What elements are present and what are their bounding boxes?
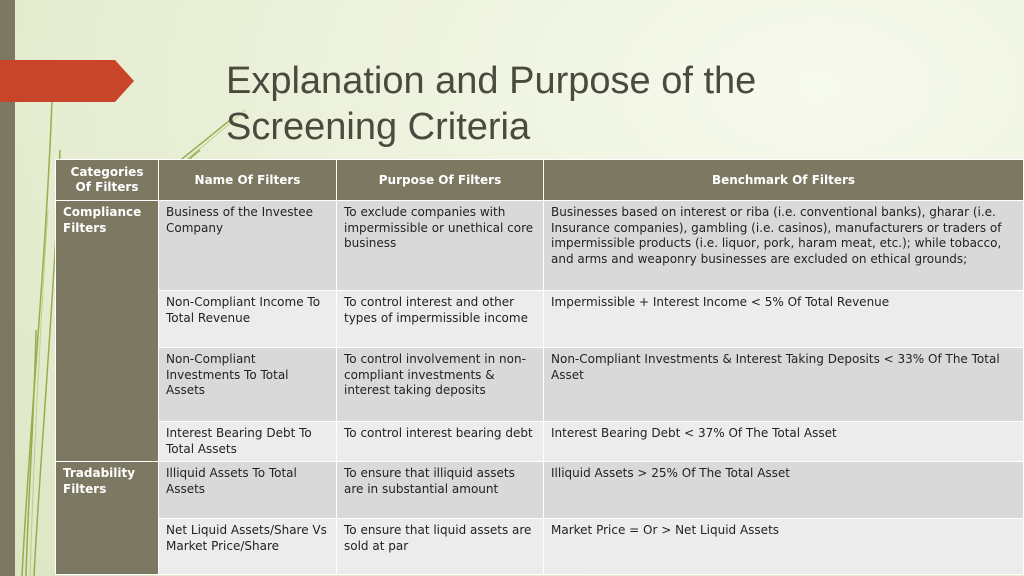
slide-title-line1: Explanation and Purpose of the	[226, 60, 757, 102]
filter-name: Net Liquid Assets/Share Vs Market Price/Share	[159, 519, 337, 575]
filter-purpose: To control involvement in non-compliant investments & interest taking deposits	[337, 348, 544, 422]
filter-benchmark: Businesses based on interest or riba (i.e. conventional banks), gharar (i.e. Insurance companies), gambling (i.e. casinos), manufacturers or traders of impermissible products (i.e. liquor, pork, haram meat, etc.); while tobacco, and arms and weaponry businesses are excluded on ethical grounds;	[544, 201, 1024, 291]
table-row	[56, 422, 1024, 462]
filter-benchmark: Illiquid Assets > 25% Of The Total Asset	[544, 462, 1024, 519]
filter-purpose: To control interest bearing debt	[337, 422, 544, 462]
table-row	[56, 348, 1024, 422]
table-row	[56, 519, 1024, 575]
filter-purpose: To control interest and other types of impermissible income	[337, 291, 544, 348]
filter-benchmark: Non-Compliant Investments & Interest Taking Deposits < 33% Of The Total Asset	[544, 348, 1024, 422]
category-compliance: Compliance Filters	[56, 201, 159, 462]
filter-purpose: To ensure that illiquid assets are in substantial amount	[337, 462, 544, 519]
slide-title-line2: Screening Criteria	[226, 106, 531, 148]
filter-name: Interest Bearing Debt To Total Assets	[159, 422, 337, 462]
filter-name: Non-Compliant Investments To Total Assets	[159, 348, 337, 422]
filter-benchmark: Impermissible + Interest Income < 5% Of Total Revenue	[544, 291, 1024, 348]
table-row	[56, 462, 1024, 519]
table-row	[56, 201, 1024, 291]
filter-benchmark: Market Price = Or > Net Liquid Assets	[544, 519, 1024, 575]
category-tradability: Tradability Filters	[56, 462, 159, 575]
header-name: Name Of Filters	[159, 160, 337, 201]
filter-purpose: To exclude companies with impermissible or unethical core business	[337, 201, 544, 291]
table-header-row	[56, 160, 1024, 201]
filter-name: Illiquid Assets To Total Assets	[159, 462, 337, 519]
table-row	[56, 291, 1024, 348]
filter-name: Non-Compliant Income To Total Revenue	[159, 291, 337, 348]
filter-purpose: To ensure that liquid assets are sold at par	[337, 519, 544, 575]
filter-name: Business of the Investee Company	[159, 201, 337, 291]
header-categories: Categories Of Filters	[56, 160, 159, 201]
header-benchmark: Benchmark Of Filters	[544, 160, 1024, 201]
title-arrow-accent	[0, 60, 134, 102]
slide-title	[226, 58, 986, 150]
filter-benchmark: Interest Bearing Debt < 37% Of The Total Asset	[544, 422, 1024, 462]
screening-criteria-table	[55, 159, 1024, 575]
header-purpose: Purpose Of Filters	[337, 160, 544, 201]
